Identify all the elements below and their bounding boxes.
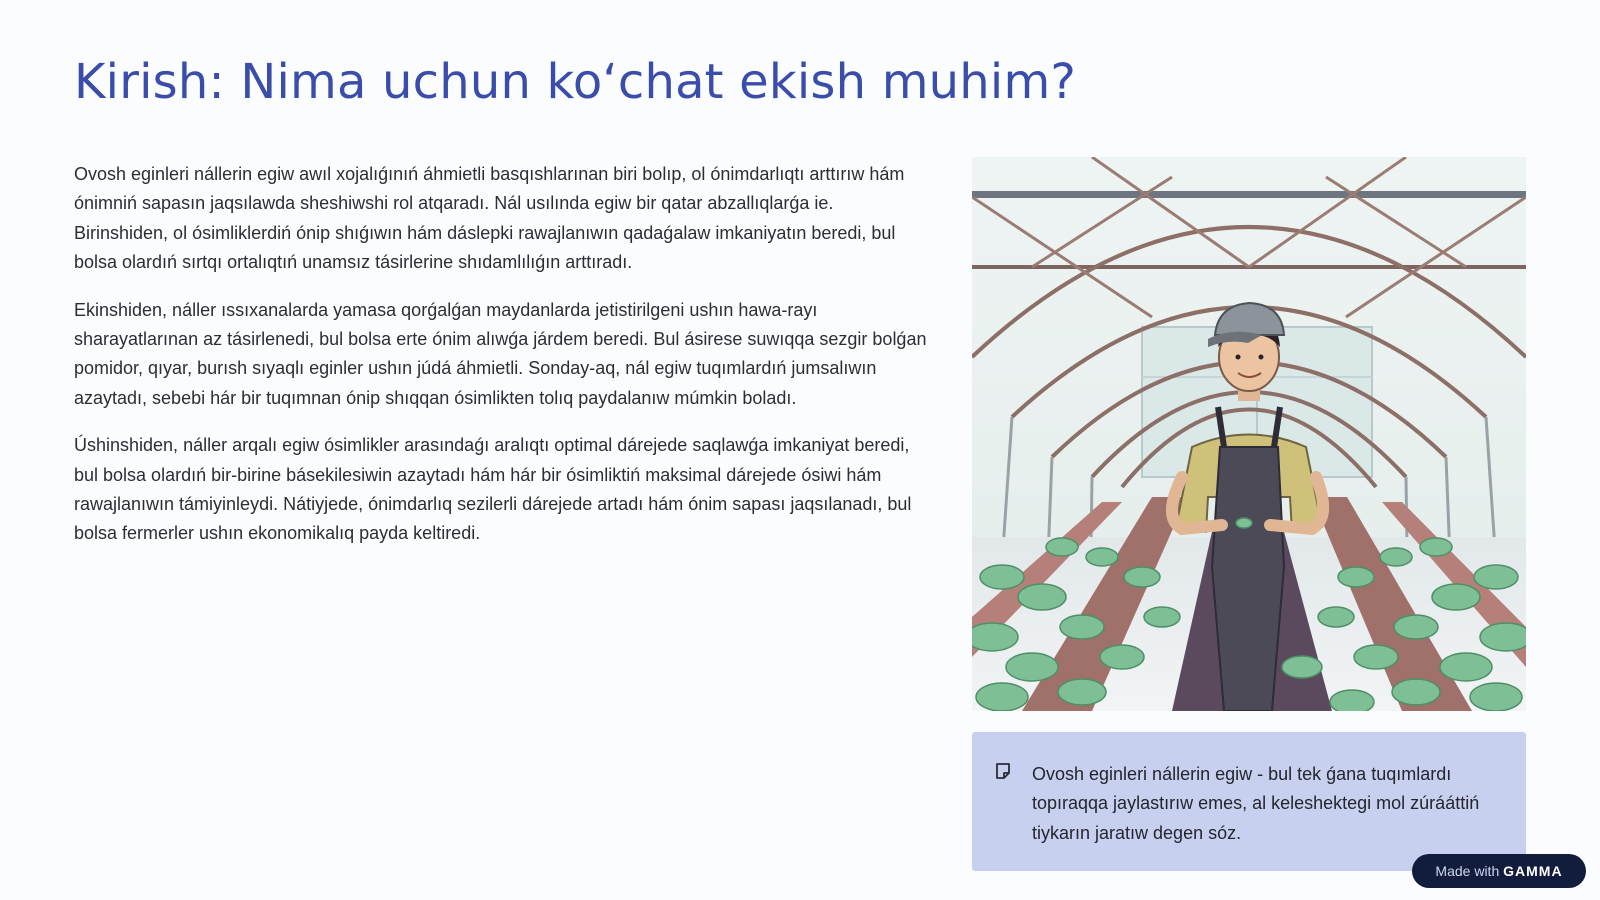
badge-prefix: Made with: [1435, 863, 1500, 879]
slide-title: Kirish: Nima uchun ko‘chat ekish muhim?: [74, 54, 1077, 110]
paragraph-1: Ovosh eginleri nállerin egiw awıl xojalıǵınıń áhmietli basqıshlarınan biri bolıp, ol ónimdarlıqtı arttırıw hám ónimniń sapasın jaqsılawda sheshiwshi rol atqaradı. Nál usılında egiw bir qatar abzallıqlarǵa ie. Birinshiden, ol ósimliklerdiń ónip shıǵıwın hám dáslepki rawajlanıwın qadaǵalaw imkaniyatın beredi, bul bolsa olardıń sırtqı ortalıqtıń unamsız tásirlerine shıdamlılıǵın arttıradı.: [74, 164, 905, 273]
greenhouse-farmer-illustration: [972, 157, 1526, 711]
callout-box: [972, 732, 1526, 871]
body-text: [74, 160, 932, 567]
paragraph-3: Úshinshiden, náller arqalı egiw ósimlikler arasındaǵı aralıqtı optimal dárejede saqlawǵa imkaniyat beredi, bul bolsa olardıń bir-birine básekilesiwin azaytadı hám hár bir ósimliktiń maksimal dárejede ósiwi hám rawajlanıwın támiyinleydi. Nátiyjede, ónimdarlıq sezilerli dárejede artadı hám ónim sapası jaqsılanadı, bul bolsa fermerler ushın ekonomikalıq payda keltiredi.: [74, 435, 912, 544]
paragraph-2: Ekinshiden, náller ıssıxanalarda yamasa qorǵalǵan maydanlarda jetistirilgeni ushın hawa-rayı sharayatlarınan az tásirlenedi, bul bolsa erte ónim alıwǵa járdem beredi. Bul ásirese suwıqqa sezgir bolǵan pomidor, qıyar, burısh sıyaqlı eginler ushın júdá áhmietli. Sonday-aq, nál egiw tuqımlardıń jumsalıwın azaytadı, sebebi hár bir tuqımnan ónip shıqqan ósimlikten tolıq paydalanıw múmkin boladı.: [74, 299, 927, 408]
note-icon: [994, 762, 1012, 780]
made-with-gamma-badge[interactable]: [1412, 854, 1586, 888]
callout-text: Ovosh eginleri nállerin egiw - bul tek ǵana tuqımlardı topıraqqa jaylastırıw emes, al keleshektegi mol zúrááttiń tiykarın jaratıw degen sóz.: [1032, 764, 1480, 843]
greenhouse-illustration: [972, 157, 1526, 711]
badge-brand: GAMMA: [1503, 863, 1563, 879]
